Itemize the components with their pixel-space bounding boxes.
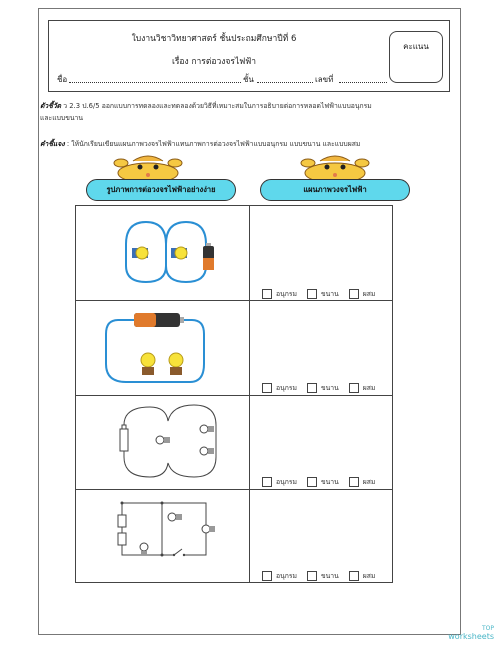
instruction-line [40,138,360,149]
parallel-checkbox[interactable] [307,289,317,299]
worksheet-table [75,205,393,583]
score-box [389,31,443,83]
header-box [48,20,450,92]
class-field[interactable] [257,73,313,83]
circuit-picture-2 [76,300,249,395]
score-label: คะแนน [403,42,429,51]
option-mixed[interactable]: ผสม [349,476,376,487]
parallel-checkbox[interactable] [307,383,317,393]
option-parallel[interactable]: ขนาน [307,382,339,393]
options-row-2 [262,382,375,393]
circuit-picture-1 [76,206,249,300]
options-row-1 [262,288,375,299]
indicator-text: ว 2.3 ป.6/5 ออกแบบการทดลองและทดลองด้วยวิธีที่เหมาะสมในการอธิบายต่อการหลอดไฟฟ้าแบบอนุกรม [63,102,372,110]
option-mixed[interactable]: ผสม [349,570,376,581]
number-field[interactable] [339,73,387,83]
series-checkbox[interactable] [262,571,272,581]
series-checkbox[interactable] [262,477,272,487]
option-mixed[interactable]: ผสม [349,382,376,393]
indicator-label: ตัวชี้วัด [40,102,62,110]
series-checkbox[interactable] [262,383,272,393]
option-parallel[interactable]: ขนาน [307,288,339,299]
options-row-4 [262,570,375,581]
number-label: เลขที่ [315,75,334,84]
option-parallel[interactable]: ขนาน [307,476,339,487]
mixed-checkbox[interactable] [349,383,359,393]
option-parallel[interactable]: ขนาน [307,570,339,581]
mixed-checkbox[interactable] [349,571,359,581]
indicator-line [40,100,372,111]
name-label: ชื่อ [57,75,68,84]
option-series[interactable]: อนุกรม [262,476,297,487]
option-series[interactable]: อนุกรม [262,570,297,581]
topworksheets-logo [448,625,494,641]
series-checkbox[interactable] [262,289,272,299]
worksheet-subtitle: เรื่อง การต่อวงจรไฟฟ้า [171,57,257,67]
mixed-checkbox[interactable] [349,289,359,299]
name-field[interactable] [69,73,241,83]
parallel-checkbox[interactable] [307,571,317,581]
worksheet-title: ใบงานวิชาวิทยาศาสตร์ ชั้นประถมศึกษาปีที่ 6 [131,34,297,44]
class-label: ชั้น [243,75,254,84]
option-series[interactable]: อนุกรม [262,382,297,393]
instruction-text: : ให้นักเรียนเขียนแผนภาพวงจรไฟฟ้าแทนภาพการต่อวงจรไฟฟ้าแบบอนุกรม แบบขนาน และแบบผสม [66,140,361,148]
instruction-label: คำชี้แจง [40,140,65,148]
mixed-checkbox[interactable] [349,477,359,487]
logo-bottom-text: worksheets [448,632,494,641]
circuit-picture-3 [76,395,249,489]
column-divider [249,206,250,582]
logo-top-text: TOP [481,625,494,632]
option-mixed[interactable]: ผสม [349,288,376,299]
indicator-line-2: และแบบขนาน [40,114,83,122]
right-column-banner: แผนภาพวงจรไฟฟ้า [260,179,410,201]
circuit-picture-4 [76,489,249,584]
parallel-checkbox[interactable] [307,477,317,487]
option-series[interactable]: อนุกรม [262,288,297,299]
left-column-banner: รูปภาพการต่อวงจรไฟฟ้าอย่างง่าย [86,179,236,201]
options-row-3 [262,476,375,487]
